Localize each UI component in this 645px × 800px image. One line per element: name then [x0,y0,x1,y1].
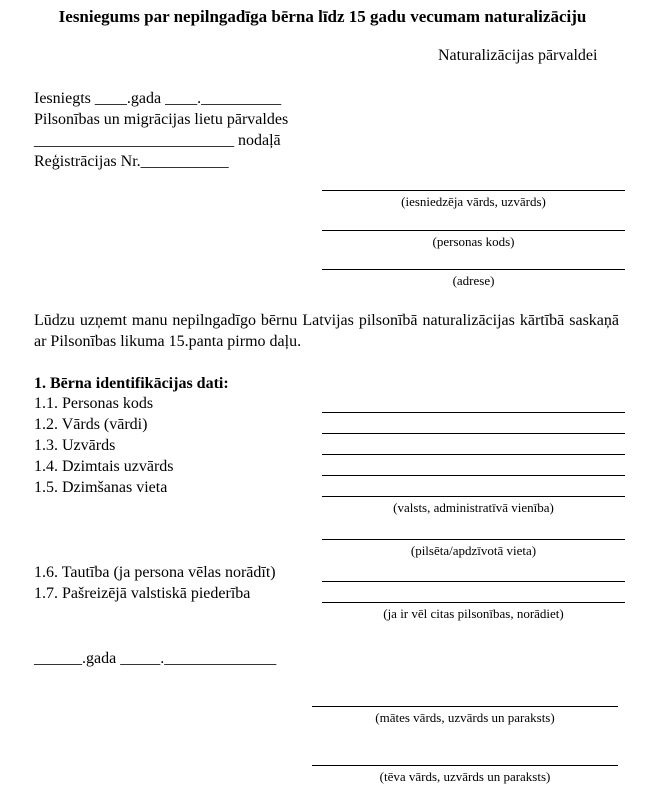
mother-signature-caption: (mātes vārds, uzvārds un paraksts) [375,710,555,725]
personal-code-line [322,230,625,231]
field-citizenship: 1.7. Pašreizējā valstiskā piederība [34,585,251,602]
field-surname: 1.3. Uzvārds [34,437,116,454]
section-heading: 1. Bērna identifikācijas dati: [34,375,229,392]
office-line-1: Pilsonības un migrācijas lietu pārvaldes [34,111,289,128]
request-paragraph: Lūdzu uzņemt manu nepilngadīgo bērnu Latvijas pilsonībā naturalizācijas kārtībā saskaņā ar Pilsonības likuma 15.panta pirmo daļu. [34,312,619,350]
field-surname-line [322,454,625,455]
applicant-name-caption: (iesniedzēja vārds, uzvārds) [401,194,546,209]
birthplace-country-caption: (valsts, administratīvā vienība) [393,500,554,515]
addressee: Naturalizācijas pārvaldei [438,47,598,64]
field-personal-code-line [322,412,625,413]
personal-code-caption: (personas kods) [432,234,515,249]
field-nationality: 1.6. Tautība (ja persona vēlas norādīt) [34,564,276,581]
father-signature-line [312,765,618,766]
office-line-2: _________________________ nodaļā [34,132,281,149]
field-nationality-line [322,581,625,582]
signature-date-line: ______.gada _____.______________ [34,650,277,667]
mother-signature-line [312,706,618,707]
field-personal-code: 1.1. Personas kods [34,395,154,412]
field-birthplace-country-line [322,496,625,497]
field-given-names: 1.2. Vārds (vārdi) [34,416,148,433]
father-signature-caption: (tēva vārds, uzvārds un paraksts) [379,769,551,784]
applicant-name-line [322,190,625,191]
address-line [322,269,625,270]
registration-number: Reģistrācijas Nr.___________ [34,153,229,170]
field-birthplace-city-line [322,539,625,540]
birthplace-city-caption: (pilsēta/apdzīvotā vieta) [410,543,537,558]
citizenship-caption: (ja ir vēl citas pilsonības, norādiet) [383,606,564,621]
submitted-date-line: Iesniegts ____.gada ____.__________ [34,90,282,107]
field-citizenship-line [322,602,625,603]
field-birth-surname-line [322,475,625,476]
field-birth-surname: 1.4. Dzimtais uzvārds [34,458,174,475]
address-caption: (adrese) [452,273,495,288]
field-birthplace: 1.5. Dzimšanas vieta [34,479,168,496]
field-given-names-line [322,433,625,434]
document-title: Iesniegums par nepilngadīga bērna līdz 15 gadu vecumam naturalizāciju [58,7,587,26]
